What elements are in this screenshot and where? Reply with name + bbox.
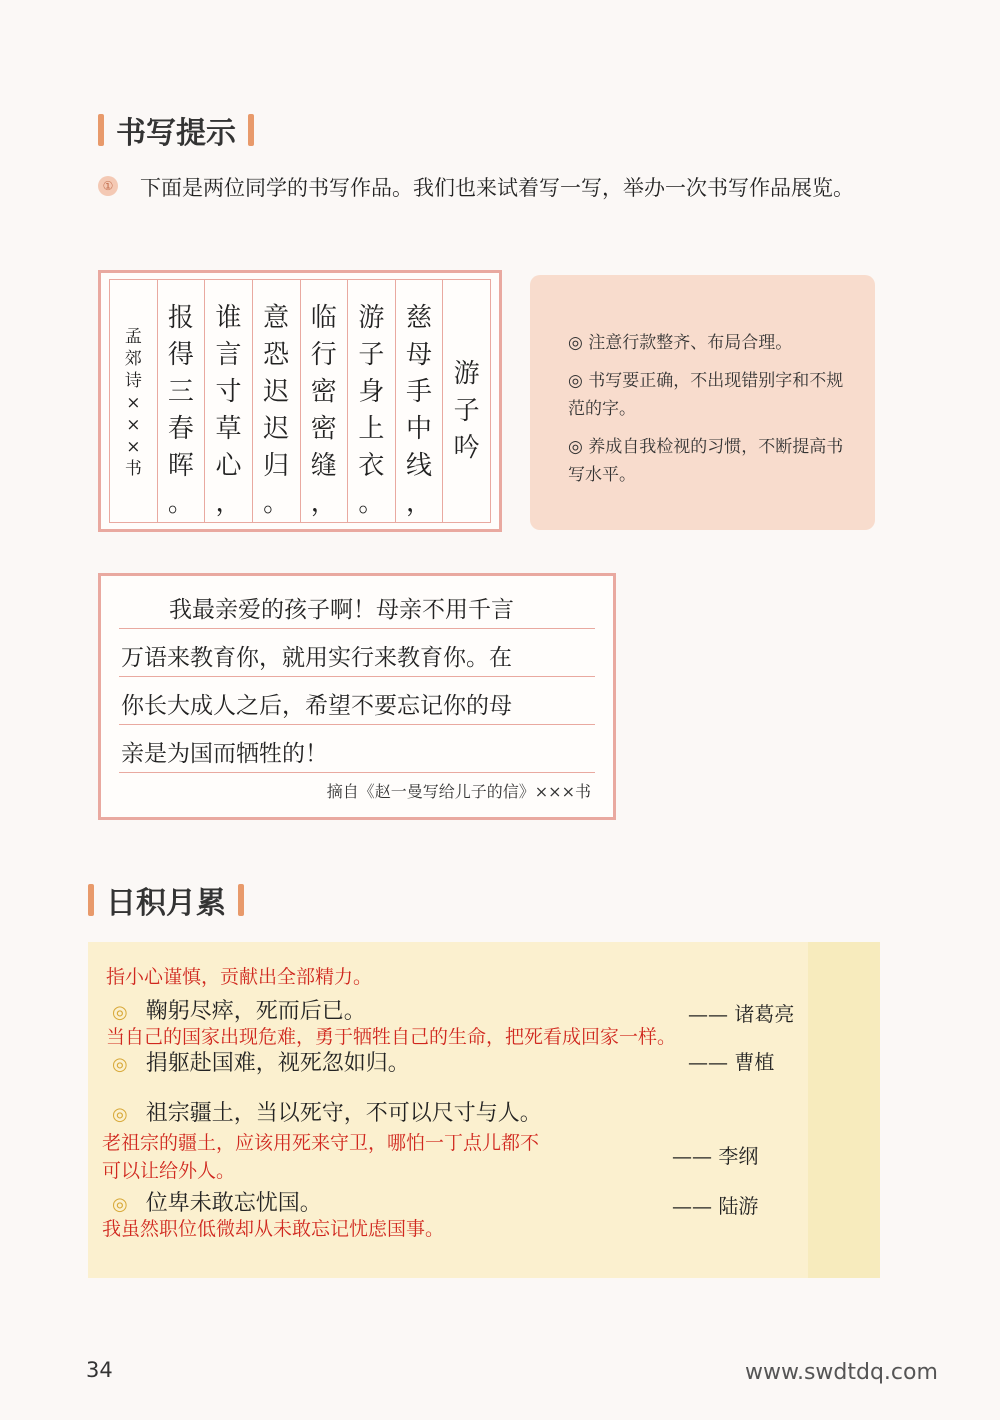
quote-text: 位卑未敢忘忧国。: [145, 1191, 322, 1216]
letter-source: 摘自《赵一曼写给儿子的信》×××书: [326, 782, 591, 801]
tip-item: ◎ 书写要正确，不出现错别字和不规范的字。: [568, 371, 844, 419]
quote-author-2: —— 曹植: [688, 1050, 775, 1074]
quote-author-4: —— 陆游: [672, 1194, 759, 1218]
quote-note-3a: 老祖宗的疆土，应该用死来守卫，哪怕一丁点儿都不: [102, 1132, 540, 1154]
tip-text: 养成自我检视的习惯，不断提高书写水平。: [568, 437, 844, 485]
poem-line-3: 临 行 密 密 缝 ，: [301, 280, 349, 522]
quote-text: 祖宗疆土，当以死守，不可以尺寸与人。: [145, 1101, 542, 1126]
quote-text: 鞠躬尽瘁，死而后已。: [145, 999, 366, 1024]
tip-text: 注意行款整齐、布局合理。: [588, 333, 793, 353]
ruled-line: [119, 676, 595, 677]
title-bar-left: [88, 884, 94, 916]
poem-calligraphy-box: [98, 270, 502, 532]
accumulation-title-text: 日积月累: [106, 886, 226, 921]
quote-note-2: 当自己的国家出现危难，勇于牺牲自己的生命，把死看成回家一样。: [106, 1026, 677, 1048]
letter-line-1: 我最亲爱的孩子啊！母亲不用千言: [169, 597, 514, 623]
letter-calligraphy-box: [98, 573, 616, 820]
accumulation-section-title: [88, 878, 244, 922]
tips-box: [530, 275, 875, 530]
writing-title-text: 书写提示: [116, 116, 236, 151]
poem-line-2: 游 子 身 上 衣 。: [348, 280, 396, 522]
quote-note-3b: 可以让给外人。: [102, 1160, 236, 1182]
number-one-icon: ①: [98, 176, 118, 196]
letter-line-2: 万语来教育你，就用实行来教育你。在: [121, 645, 512, 671]
circle-mark-icon: ◎: [112, 1194, 128, 1215]
circle-mark-icon: ◎: [112, 1002, 128, 1023]
ruled-line: [119, 772, 595, 773]
tip-item: ◎ 注意行款整齐、布局合理。: [568, 333, 793, 353]
poem-line-1: 慈 母 手 中 线 ，: [396, 280, 444, 522]
tip-text: 书写要正确，不出现错别字和不规范的字。: [568, 371, 844, 419]
quote-author-3: —— 李纲: [672, 1144, 759, 1168]
letter-line-4: 亲是为国而牺牲的！: [121, 741, 328, 767]
watermark: www.swdtdq.com: [745, 1360, 938, 1385]
decorative-panel: [808, 942, 880, 1278]
poem-line-6: 报 得 三 春 晖 。: [158, 280, 206, 522]
page-number: 34: [86, 1358, 113, 1382]
quote-note-4: 我虽然职位低微却从未敢忘记忧虑国事。: [102, 1218, 445, 1240]
poem-signature: 孟 郊 诗 × × × 书: [110, 280, 158, 522]
letter-line-3: 你长大成人之后，希望不要忘记你的母: [121, 693, 512, 719]
quote-text: 捐躯赴国难，视死忽如归。: [145, 1051, 410, 1076]
quote-author-1: —— 诸葛亮: [688, 1002, 795, 1026]
tip-item: ◎ 养成自我检视的习惯，不断提高书写水平。: [568, 437, 844, 485]
poem-line-4: 意 恐 迟 迟 归 。: [253, 280, 301, 522]
writing-section-title: [98, 108, 254, 152]
quote-1: [112, 994, 366, 1025]
ruled-line: [119, 628, 595, 629]
quote-4: [112, 1186, 322, 1217]
quote-note-1: 指小心谨慎，贡献出全部精力。: [106, 966, 373, 988]
intro-paragraph: 下面是两位同学的书写作品。我们也来试着写一写，举办一次书写作品展览。: [140, 176, 854, 200]
title-bar-left: [98, 114, 104, 146]
quote-3: [112, 1096, 542, 1127]
circle-mark-icon: ◎: [112, 1104, 128, 1125]
quote-2: [112, 1046, 410, 1077]
title-bar-right: [238, 884, 244, 916]
title-bar-right: [248, 114, 254, 146]
ruled-line: [119, 724, 595, 725]
poem-line-5: 谁 言 寸 草 心 ，: [205, 280, 253, 522]
poem-title: 游 子 吟: [453, 359, 480, 463]
circle-mark-icon: ◎: [112, 1054, 128, 1075]
